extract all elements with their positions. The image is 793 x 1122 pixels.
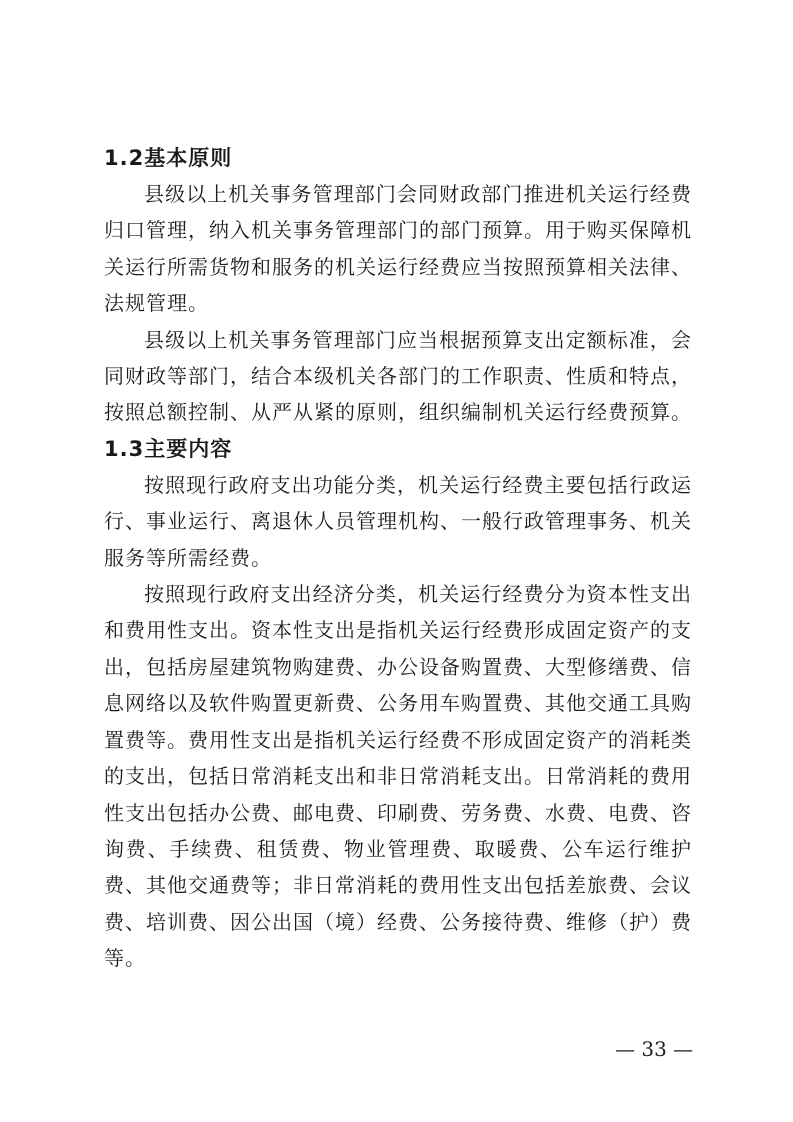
- paragraph: 县级以上机关事务管理部门应当根据预算支出定额标准，会同财政等部门，结合本级机关各部门的工作职责、性质和特点，按照总额控制、从严从紧的原则，组织编制机关运行经费预算。: [104, 327, 692, 425]
- document-body: [104, 140, 692, 977]
- section-heading-main-content: 1.3主要内容: [104, 436, 233, 461]
- paragraph: 县级以上机关事务管理部门会同财政部门推进机关运行经费归口管理，纳入机关事务管理部门的部门预算。用于购买保障机关运行所需货物和服务的机关运行经费应当按照预算相关法律、法规管理。: [104, 182, 692, 316]
- page-number: — 33 —: [615, 1037, 694, 1061]
- section-heading-basic-principles: 1.2基本原则: [104, 146, 233, 170]
- paragraph: 按照现行政府支出经济分类，机关运行经费分为资本性支出和费用性支出。资本性支出是指机关运行经费形成固定资产的支出，包括房屋建筑物购建费、办公设备购置费、大型修缮费、信息网络以及软件购置更新费、公务用车购置费、其他交通工具购置费等。费用性支出是指机关运行经费不形成固定资产的消耗类的支出，包括日常消耗支出和非日常消耗支出。日常消耗的费用性支出包括办公费、邮电费、印刷费、劳务费、水费、电费、咨询费、手续费、租赁费、物业管理费、取暖费、公车运行维护费、其他交通费等；非日常消耗的费用性支出包括差旅费、会议费、培训费、因公出国（境）经费、公务接待费、维修（护）费等。: [104, 582, 692, 971]
- paragraph: 按照现行政府支出功能分类，机关运行经费主要包括行政运行、事业运行、离退休人员管理机构、一般行政管理事务、机关服务等所需经费。: [104, 472, 692, 570]
